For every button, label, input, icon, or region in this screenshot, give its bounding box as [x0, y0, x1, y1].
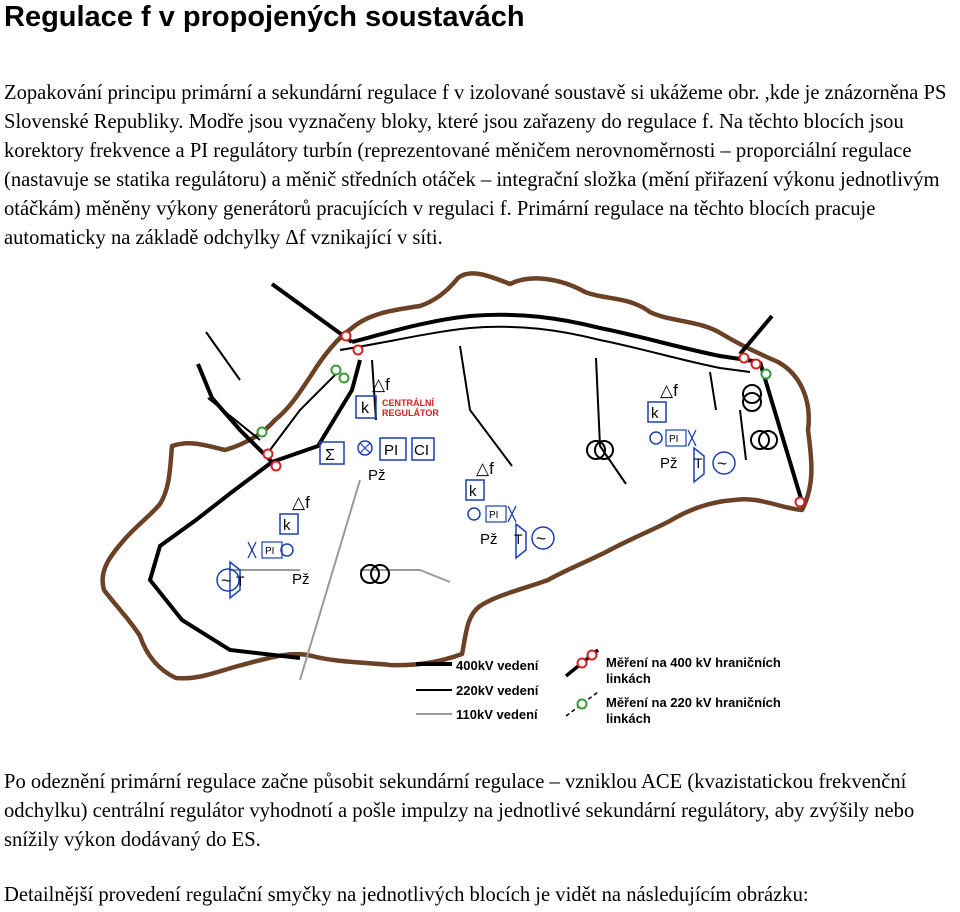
intro-paragraph: Zopakování principu primární a sekundární regulace f v izolované soustavě si ukážeme obr. ,kde je znázorněna PS Slovenské Republiky. Modře jsou vyznačeny bloky, které jsou zařazeny do regulace f. Na těchto blocích jsou korektory frekvence a PI regulátory turbín (reprezentované měničem nerovnoměrnosti – proporciální regulace (nastavuje se statika regulátoru) a měnič středních otáček – integrační složka (mění přiřazení výkonu jednotlivým otáčkám) měněny výkony generátorů pracujících v regulaci f. Primární regulace na těchto blocích pracuje automaticky na základě odchylky Δf vznikající v síti.	[4, 82, 947, 249]
central-delta-f: △f	[372, 375, 390, 394]
mid-pi: PI	[489, 510, 499, 521]
legend-110kv: 110kV vedení	[456, 707, 538, 722]
central-pz: Pž	[368, 467, 386, 484]
detail-paragraph: Detailnější provedení regulační smyčky na jednotlivých blocích je vidět na následujícím obrázku:	[4, 884, 809, 906]
central-sigma: Σ	[325, 447, 335, 464]
left-gen: ~	[221, 571, 231, 590]
mid-t: T	[514, 531, 523, 547]
legend-meas-220-1: Měření na 220 kV hraničních	[606, 695, 781, 710]
right-pz: Pž	[660, 455, 678, 472]
mid-gen: ~	[536, 529, 546, 548]
legend-meas-400-2: linkách	[606, 671, 651, 686]
right-gen: ~	[717, 454, 727, 473]
mid-delta-f: △f	[476, 459, 494, 478]
central-label-2: REGULÁTOR	[382, 408, 439, 418]
mid-k: k	[469, 483, 477, 500]
legend-meas-400-1: Měření na 400 kV hraničních	[606, 655, 781, 670]
regulation-block-middle	[466, 459, 554, 558]
secondary-regulation-paragraph: Po odeznění primární regulace začne působit sekundární regulace – vzniklou ACE (kvazistatickou frekvenční odchylku) centrální regulátor vyhodnotí a pošle impulzy na jednotlivé sekundární regulátory, aby zvýšily nebo snížily výkon dodávaný do ES.	[4, 771, 915, 851]
country-border	[103, 273, 812, 678]
central-pi: PI	[384, 442, 399, 459]
right-pi: PI	[669, 434, 679, 445]
central-ci: CI	[414, 442, 429, 459]
central-k: k	[361, 400, 369, 417]
regulation-block-left	[217, 493, 310, 598]
page-title: Regulace f v propojených soustavách	[4, 1, 525, 33]
legend-400kv: 400kV vedení	[456, 658, 539, 673]
right-delta-f: △f	[660, 381, 678, 400]
left-k: k	[283, 517, 291, 534]
legend-meas-220-2: linkách	[606, 711, 651, 726]
left-delta-f: △f	[292, 493, 310, 512]
slovak-power-system-diagram	[0, 270, 960, 740]
mid-pz: Pž	[480, 531, 498, 548]
left-t: T	[236, 573, 245, 589]
legend	[416, 650, 781, 726]
central-regulator	[320, 375, 439, 484]
left-pz: Pž	[292, 571, 310, 588]
right-t: T	[694, 455, 703, 471]
regulation-block-right	[648, 381, 735, 482]
right-k: k	[651, 405, 659, 422]
central-label-1: CENTRÁLNÍ	[382, 398, 434, 408]
legend-220kv: 220kV vedení	[456, 683, 539, 698]
left-pi: PI	[265, 546, 275, 557]
grid-110kv	[230, 480, 450, 680]
